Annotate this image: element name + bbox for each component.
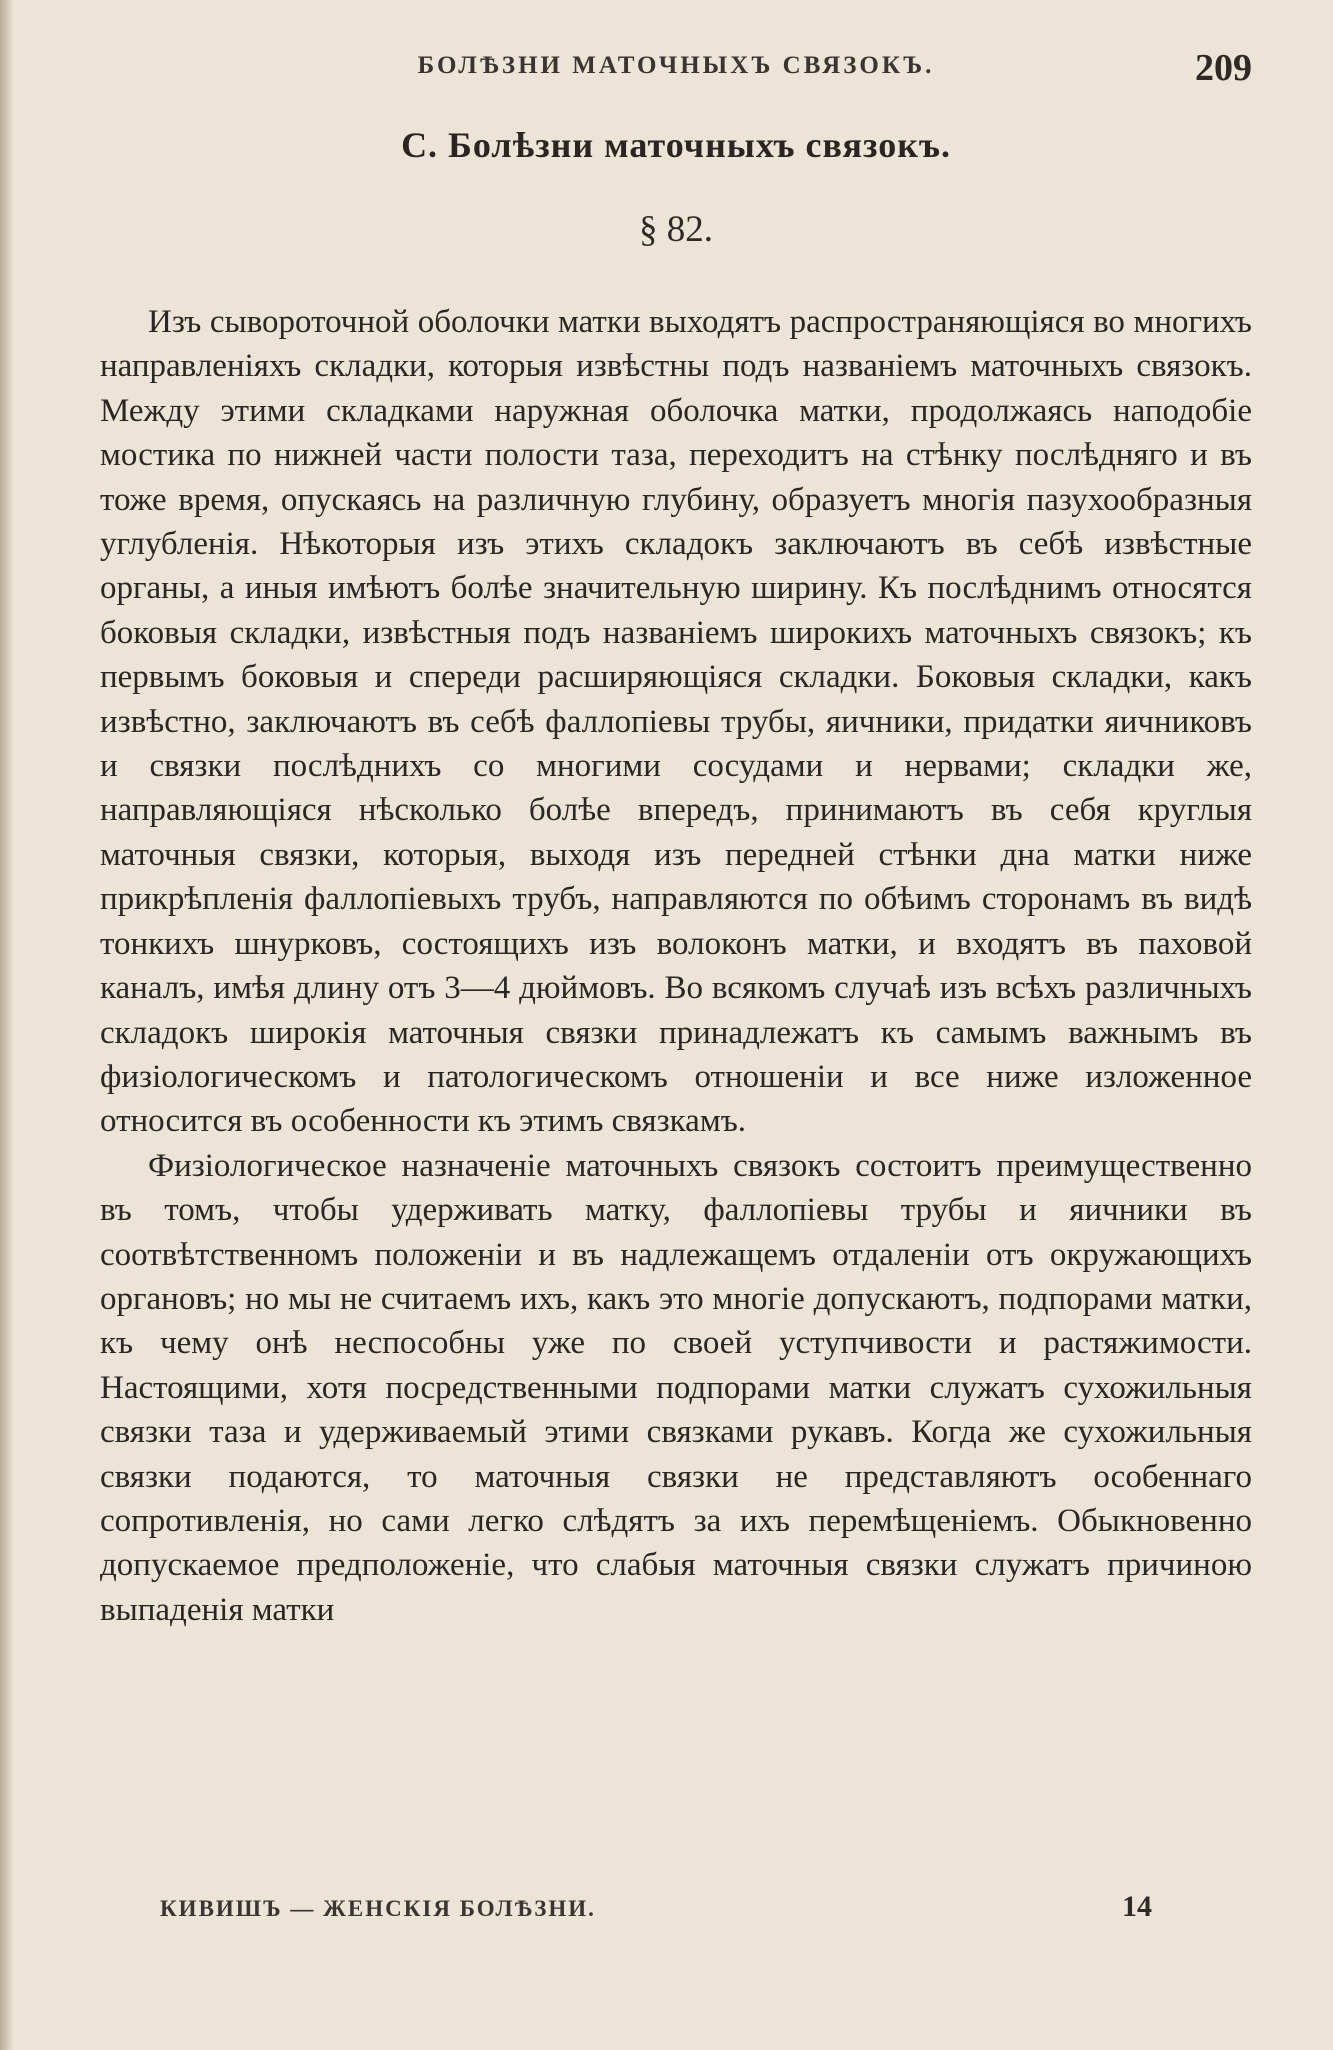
sheet-number: 14 bbox=[1122, 1890, 1152, 1923]
page-binding-shadow bbox=[0, 0, 14, 2050]
page-footer bbox=[100, 1890, 1252, 1930]
running-title: БОЛѢЗНИ МАТОЧНЫХЪ СВЯЗОКЪ. bbox=[417, 52, 935, 79]
page-number: 209 bbox=[1195, 47, 1252, 89]
body-paragraph-1: Изъ сывороточной оболочки матки выходятъ распространяющіяся во многихъ направленіяхъ складки, которыя извѣстны подъ названіемъ маточныхъ связокъ. Между этими складками наружная оболочка матки, продолжаясь наподобіе мостика по нижней части полости таза, переходитъ на стѣнку послѣдняго и въ тоже время, опускаясь на различную глубину, образуетъ многія пазухообразныя углубленія. Нѣкоторыя изъ этихъ складокъ заключаютъ въ себѣ извѣстные органы, а иныя имѣютъ болѣе значительную ширину. Къ послѣднимъ относятся боковыя складки, извѣстныя подъ названіемъ широкихъ маточныхъ связокъ; къ первымъ боковыя и спереди расширяющіяся складки. Боковыя складки, какъ извѣстно, заключаютъ въ себѣ фаллопіевы трубы, яичники, придатки яичниковъ и связки послѣднихъ со многими сосудами и нервами; складки же, направляющіяся нѣсколько болѣе впередъ, принимаютъ въ себя круглыя маточныя связки, которыя, выходя изъ передней стѣнки дна матки ниже прикрѣпленія фаллопіевыхъ трубъ, направляются по обѣимъ сторонамъ въ видѣ тонкихъ шнурковъ, состоящихъ изъ волоконъ матки, и входятъ въ паховой каналъ, имѣя длину отъ 3—4 дюймовъ. Во всякомъ случаѣ изъ всѣхъ различныхъ складокъ широкія маточныя связки принадлежатъ къ самымъ важнымъ въ физіологическомъ и патологическомъ отношеніи и все ниже изложенное относится въ особенности къ этимъ связкамъ. bbox=[100, 304, 1252, 1140]
body-paragraph-2: Физіологическое назначеніе маточныхъ связокъ состоитъ преимущественно въ томъ, чтобы удерживать матку, фаллопіевы трубы и яичники въ соотвѣтственномъ положеніи и въ надлежащемъ отдаленіи отъ окружающихъ органовъ; но мы не считаемъ ихъ, какъ это многіе допускаютъ, подпорами матки, къ чему онѣ неспособны уже по своей уступчивости и растяжимости. Настоящими, хотя посредственными подпорами матки служатъ сухожильныя связки таза и удерживаемый этими связками рукавъ. Когда же сухожильныя связки подаются, то маточныя связки не представляютъ особеннаго сопротивленія, но сами легко слѣдятъ за ихъ перемѣщеніемъ. Обыкновенно допускаемое предположеніе, что слабыя маточныя связки служатъ причиною выпаденія матки bbox=[100, 1147, 1252, 1628]
running-header bbox=[100, 46, 1252, 89]
section-title: С. Болѣзни маточныхъ связокъ. bbox=[401, 125, 951, 165]
body-text bbox=[100, 300, 1252, 1632]
signature-mark: КИВИШЪ — ЖЕНСКІЯ БОЛѢЗНИ. bbox=[160, 1896, 596, 1921]
paragraph-number: § 82. bbox=[639, 209, 713, 250]
